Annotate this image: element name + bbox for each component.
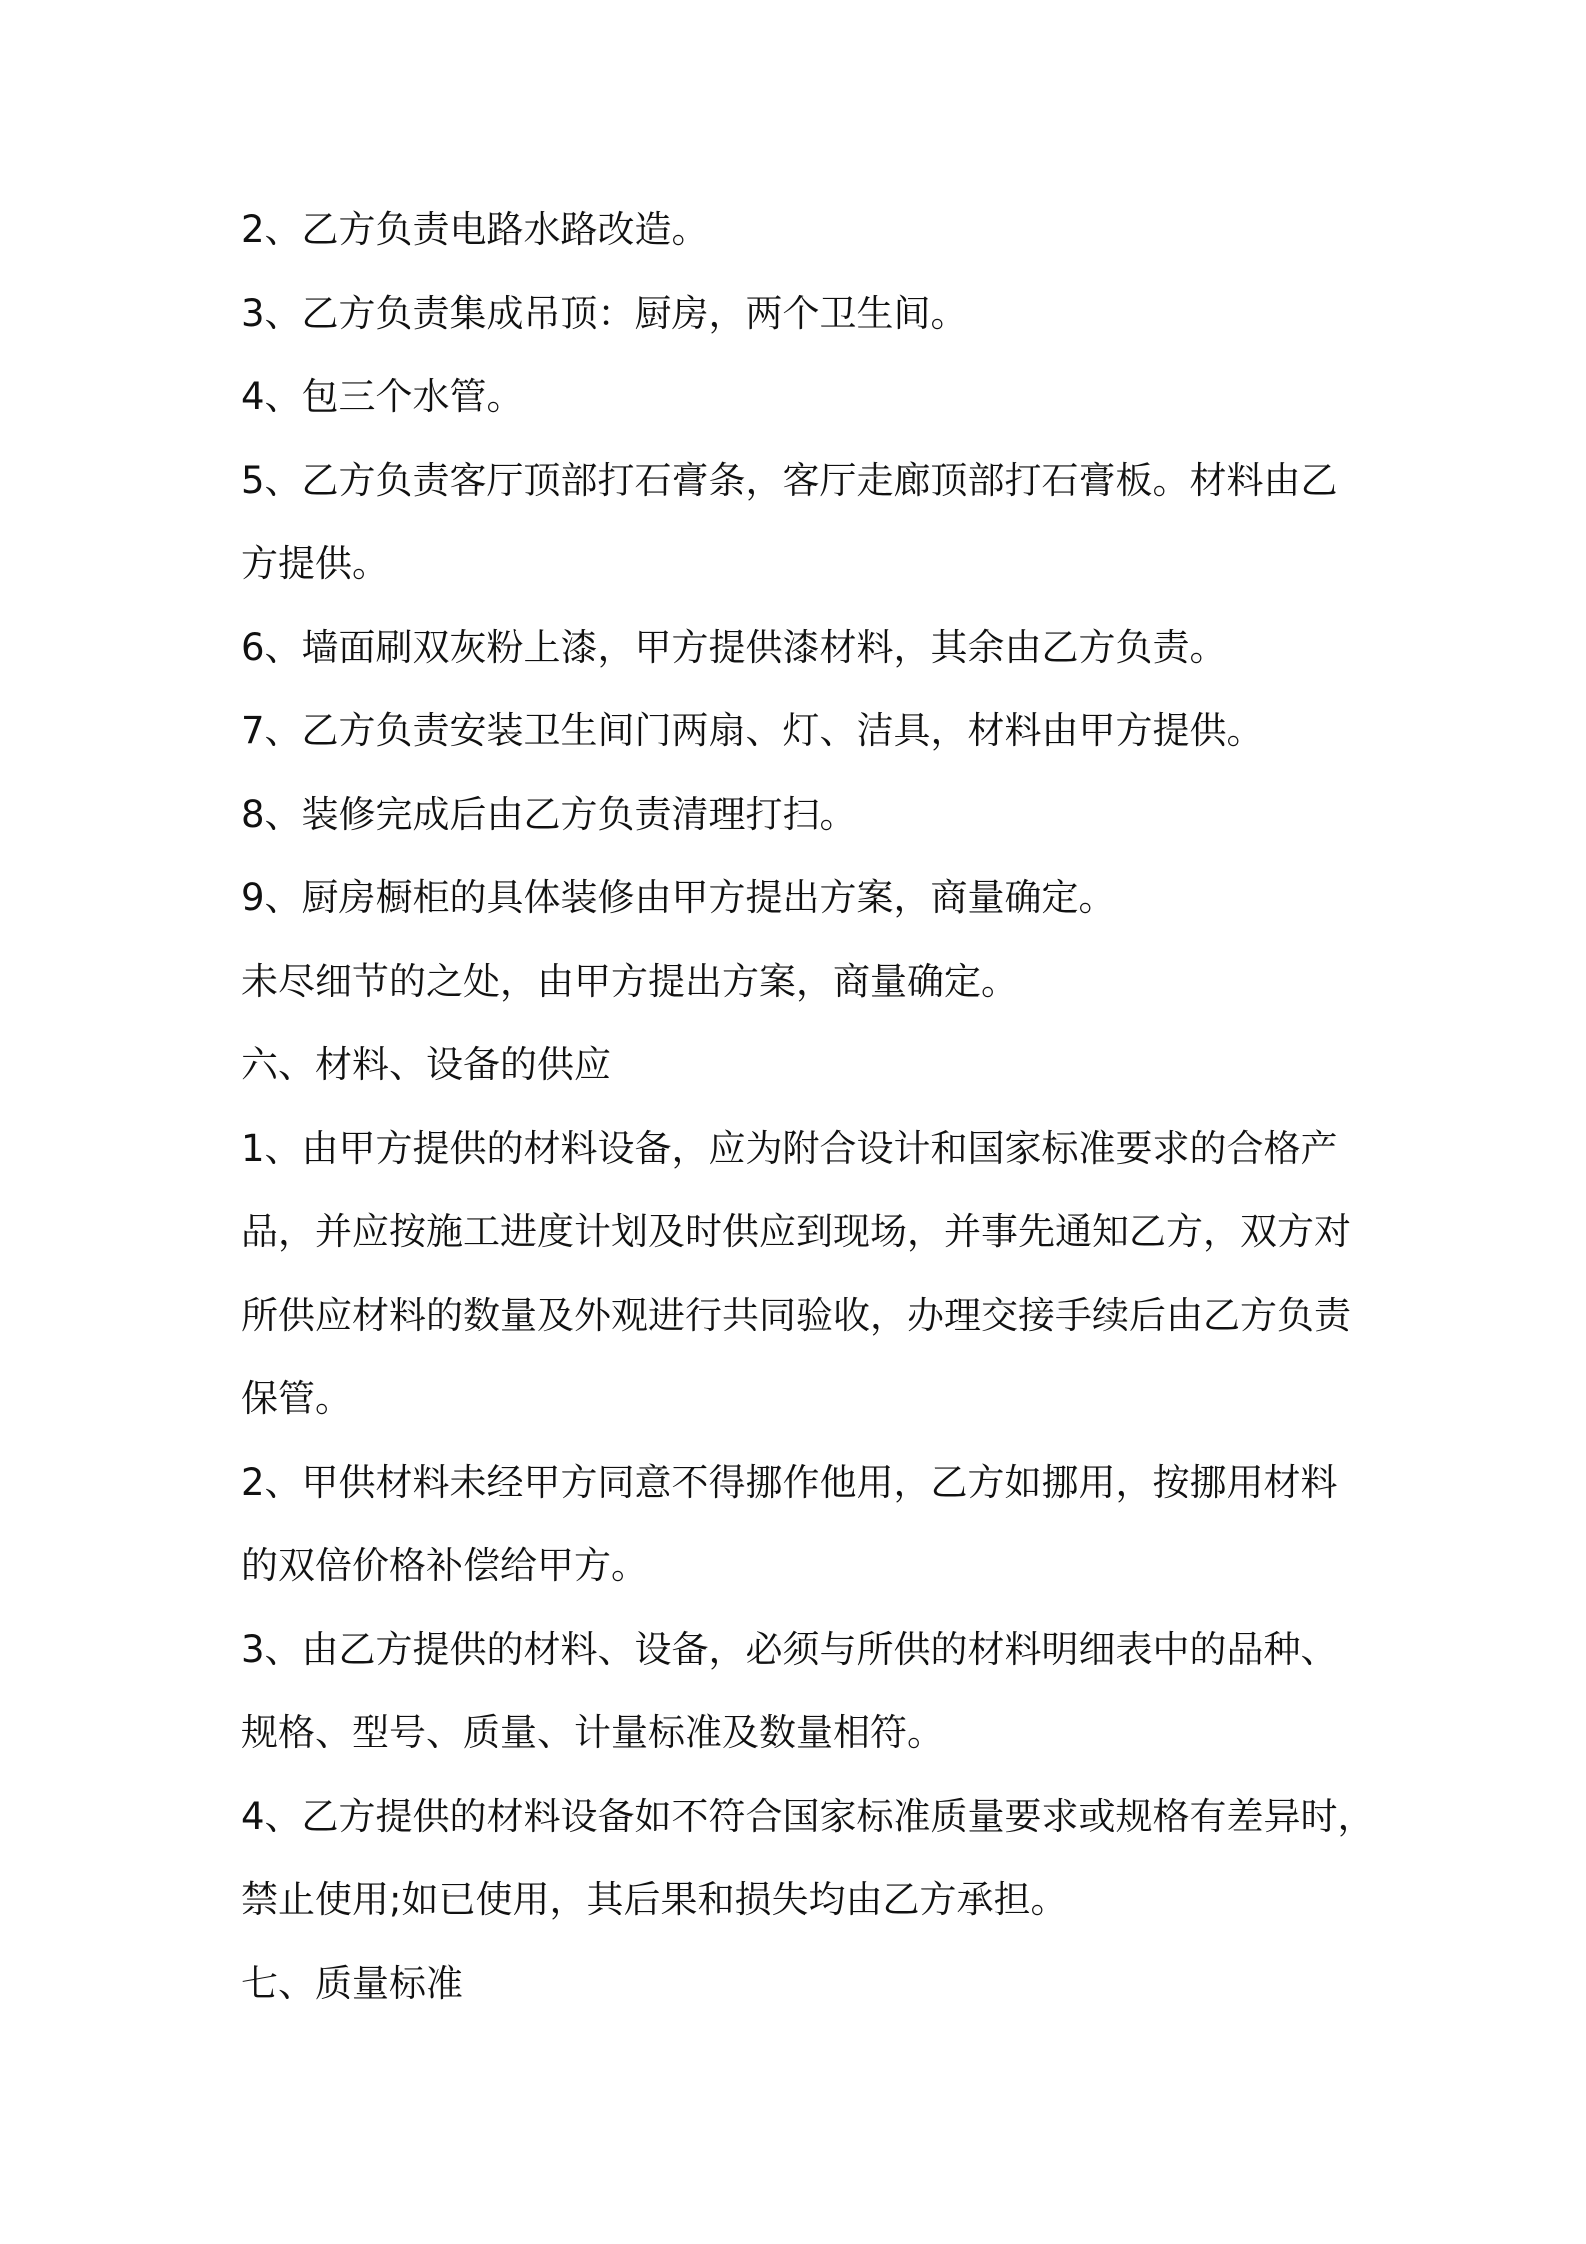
- clause-7-installation: 7、乙方负责安装卫生间门两扇、灯、洁具，材料由甲方提供。: [241, 709, 1264, 752]
- clause-9-kitchen-cabinets: 9、厨房橱柜的具体装修由甲方提出方案，商量确定。: [241, 876, 1116, 919]
- clause-6-wall-paint: 6、墙面刷双灰粉上漆，甲方提供漆材料，其余由乙方负责。: [241, 626, 1227, 669]
- supply-3-line-2: 规格、型号、质量、计量标准及数量相符。: [241, 1711, 944, 1754]
- clause-8-cleanup: 8、装修完成后由乙方负责清理打扫。: [241, 793, 857, 836]
- section-7-heading: 七、质量标准: [241, 1962, 463, 2005]
- supply-1-line-3: 所供应材料的数量及外观进行共同验收，办理交接手续后由乙方负责: [241, 1294, 1351, 1337]
- supply-2-line-1: 2、甲供材料未经甲方同意不得挪作他用，乙方如挪用，按挪用材料: [241, 1461, 1338, 1504]
- supply-4-line-2: 禁止使用;如已使用，其后果和损失均由乙方承担。: [241, 1878, 1068, 1921]
- supply-1-line-2: 品，并应按施工进度计划及时供应到现场，并事先通知乙方，双方对: [241, 1210, 1351, 1253]
- clause-2-circuit-plumbing: 2、乙方负责电路水路改造。: [241, 208, 709, 251]
- unspecified-details: 未尽细节的之处，由甲方提出方案，商量确定。: [241, 960, 1018, 1003]
- clause-4-water-pipes: 4、包三个水管。: [241, 375, 524, 418]
- clause-3-ceiling: 3、乙方负责集成吊顶：厨房，两个卫生间。: [241, 292, 968, 335]
- supply-4-line-1: 4、乙方提供的材料设备如不符合国家标准质量要求或规格有差异时，: [241, 1795, 1375, 1838]
- supply-2-line-2: 的双倍价格补偿给甲方。: [241, 1544, 648, 1587]
- clause-5-gypsum-line-1: 5、乙方负责客厅顶部打石膏条，客厅走廊顶部打石膏板。材料由乙: [241, 459, 1338, 502]
- supply-3-line-1: 3、由乙方提供的材料、设备，必须与所供的材料明细表中的品种、: [241, 1628, 1338, 1671]
- supply-1-line-1: 1、由甲方提供的材料设备，应为附合设计和国家标准要求的合格产: [241, 1127, 1338, 1170]
- clause-5-gypsum-line-2: 方提供。: [241, 542, 389, 585]
- section-6-heading: 六、材料、设备的供应: [241, 1043, 611, 1086]
- supply-1-line-4: 保管。: [241, 1377, 352, 1420]
